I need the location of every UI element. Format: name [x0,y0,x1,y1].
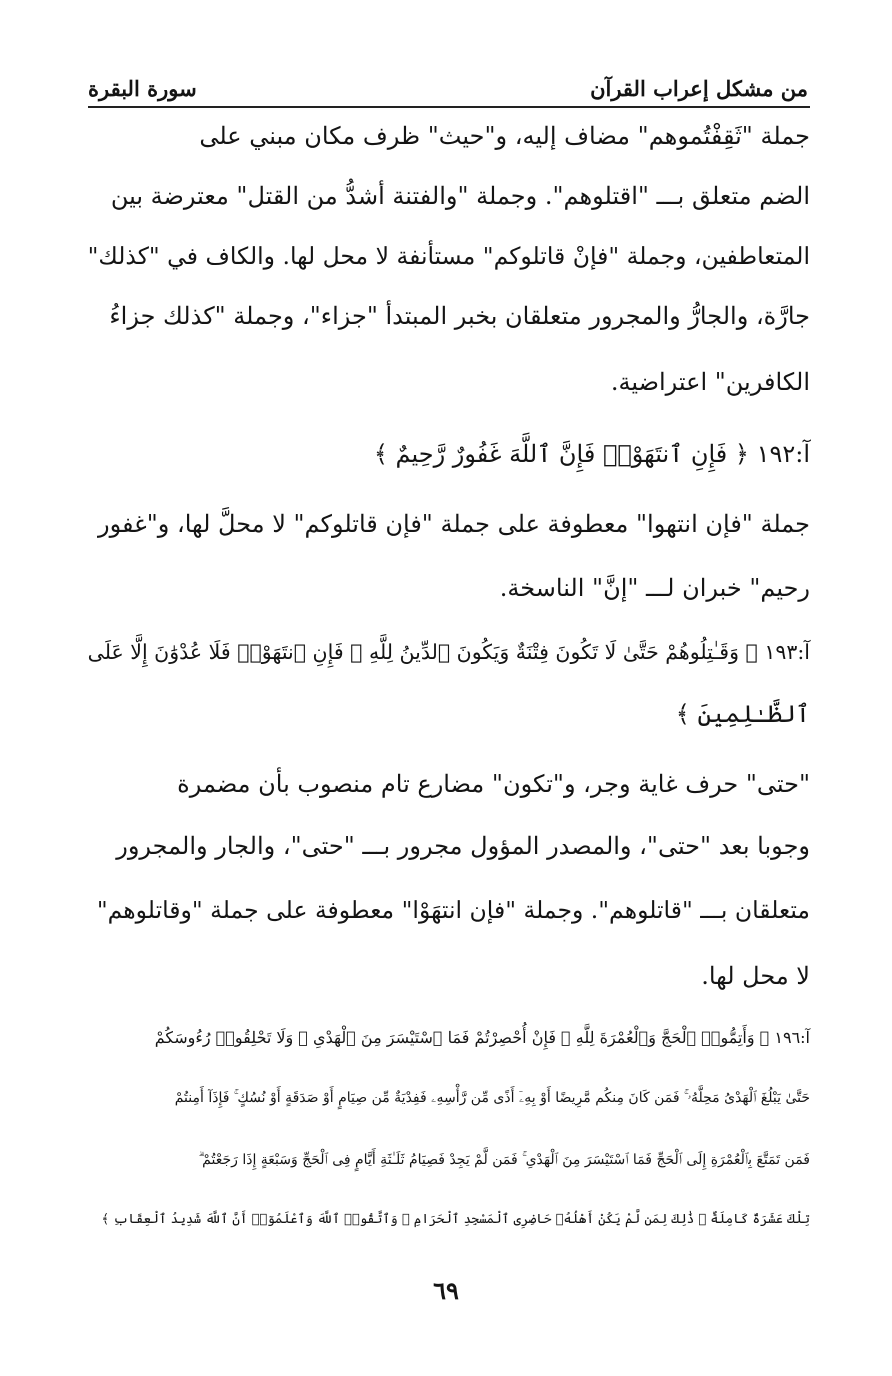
verse-193-continuation: ٱلظَّـٰلِمِينَ ﴾ [675,700,810,728]
text-line: المتعاطفين، وجملة "فإنْ قاتلوكم" مستأنفة لا محل لها. والكاف في "كذلك" [87,242,810,270]
text-line: الضم متعلق بـــ "اقتلوهم". وجملة "والفتنة أشدُّ من القتل" معترضة بين [110,182,810,210]
text-line: متعلقان بـــ "قاتلوهم". وجملة "فإن انتهَوْا" معطوفة على جملة "وقاتلوهم" [96,896,810,924]
verse-193: آ:١٩٣ ﴿ وَقَـٰتِلُوهُمْ حَتَّىٰ لَا تَكُونَ فِتْنَةٌ وَيَكُونَ ٱلدِّينُ لِلَّهِ ۖ فَإِنِ ٱنتَهَوْا۟ فَلَا عُدْوَٰنَ إِلَّا عَلَى [87,640,810,664]
verse-196-line3: فَمَن تَمَتَّعَ بِٱلْعُمْرَةِ إِلَى ٱلْحَجِّ فَمَا ٱسْتَيْسَرَ مِنَ ٱلْهَدْىِ ۚ فَمَن لَّمْ يَجِدْ فَصِيَامُ ثَلَـٰثَةِ أَيَّامٍ فِى ٱلْحَجِّ وَسَبْعَةٍ إِذَا رَجَعْتُمْ ۗ [198,1152,810,1168]
verse-196-line2: حَتَّىٰ يَبْلُغَ ٱلْهَدْىُ مَحِلَّهُۥ ۚ فَمَن كَانَ مِنكُم مَّرِيضًا أَوْ بِهِۦٓ أَذًى مِّن رَّأْسِهِۦ فَفِدْيَةٌ مِّن صِيَامٍ أَوْ صَدَقَةٍ أَوْ نُسُكٍ ۚ فَإِذَآ أَمِنتُمْ [174,1090,810,1106]
page-number: ٦٩ [433,1276,459,1305]
text-line: وجوبا بعد "حتى"، والمصدر المؤول مجرور بـــ "حتى"، والجار والمجرور [116,832,810,860]
text-line: رحيم" خبران لـــ "إنَّ" الناسخة. [499,574,810,602]
verse-192: آ:١٩٢ ﴿ فَإِنِ ٱنتَهَوْا۟ فَإِنَّ ٱللَّهَ غَفُورٌ رَّحِيمٌ ﴾ [373,440,810,468]
verse-196: آ:١٩٦ ﴿ وَأَتِمُّوا۟ ٱلْحَجَّ وَٱلْعُمْرَةَ لِلَّهِ ۚ فَإِنْ أُحْصِرْتُمْ فَمَا ٱسْتَيْسَرَ مِنَ ٱلْهَدْىِ ۖ وَلَا تَحْلِقُوا۟ رُءُوسَكُمْ [154,1028,810,1047]
text-line: الكافرين" اعتراضية. [610,368,810,396]
surah-name: سورة البقرة [88,76,197,101]
text-line: جملة "فإن انتهوا" معطوفة على جملة "فإن قاتلوكم" لا محلَّ لها، و"غفور [98,510,810,538]
text-line: "حتى" حرف غاية وجر، و"تكون" مضارع تام منصوب بأن مضمرة [177,770,810,798]
text-line: جارَّة، والجارُّ والمجرور متعلقان بخبر المبتدأ "جزاء"، وجملة "كذلك جزاءُ [109,302,810,330]
text-line: لا محل لها. [701,962,810,990]
verse-196-line4: تِلْكَ عَشَرَةٌ كَامِلَةٌ ۗ ذَٰلِكَ لِمَن لَّمْ يَكُنْ أَهْلُهُۥ حَاضِرِى ٱلْمَسْجِدِ ٱلْحَرَامِ ۚ وَٱتَّقُوا۟ ٱللَّهَ وَٱعْلَمُوٓا۟ أَنَّ ٱللَّهَ شَدِيدُ ٱلْعِقَابِ ﴾ [101,1212,810,1227]
header-rule [88,106,810,108]
text-line: جملة "ثَقِفْتُموهم" مضاف إليه، و"حيث" ظرف مكان مبني على [199,122,810,150]
running-header [88,76,808,104]
book-title: من مشكل إعراب القرآن [590,76,808,101]
